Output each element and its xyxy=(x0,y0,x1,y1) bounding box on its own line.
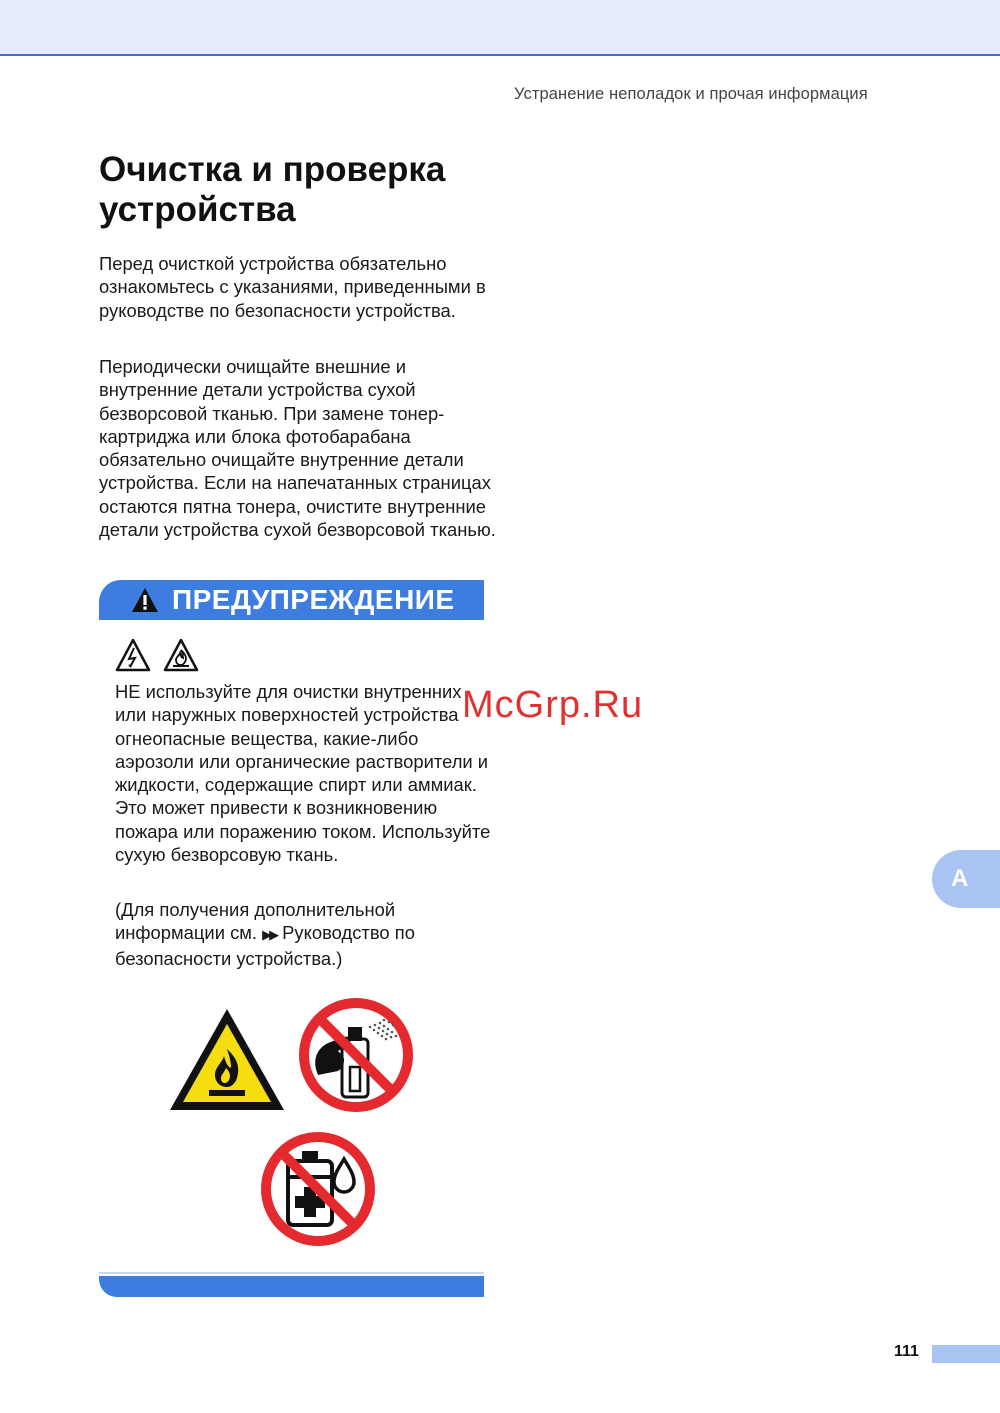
intro-paragraph: Перед очисткой устройства обязательно ознакомьтесь с указаниями, приведенными в руководстве по безопасности устройства. xyxy=(99,253,486,321)
page-number: 111 xyxy=(894,1343,919,1360)
no-spray-icon xyxy=(298,997,414,1113)
appendix-tab-label: A xyxy=(951,865,969,892)
top-header-band xyxy=(0,0,1000,56)
double-arrow-icon: ▶▶ xyxy=(262,927,277,943)
page-number-bar xyxy=(932,1345,1000,1363)
appendix-tab xyxy=(932,850,1000,908)
watermark: McGrp.Ru xyxy=(462,684,644,726)
warning-label: ПРЕДУПРЕЖДЕНИЕ xyxy=(172,584,455,615)
running-header: Устранение неполадок и прочая информация xyxy=(514,85,868,103)
fire-hazard-warning-icon xyxy=(163,638,199,672)
fire-warning-icon xyxy=(167,1006,287,1113)
cleaning-paragraph: Периодически очищайте внешние и внутренние детали устройства сухой безворсовой тканью. При замене тонер-картриджа или блока фотобарабана обязательно очищайте внутренние детали устройства. Если на напечатанных страницах остаются пятна тонера, очистите внутренние детали устройства сухой безворсовой тканью. xyxy=(99,356,496,541)
warning-end-line xyxy=(99,1272,484,1274)
section-title: Очистка и проверка устройства xyxy=(99,150,446,229)
no-flammable-liquid-icon xyxy=(260,1131,376,1247)
warning-triangle-icon xyxy=(131,587,159,613)
warning-text: НЕ используйте для очистки внутренних или наружных поверхностей устройства огнеопасные вещества, какие-либо аэрозоли или органические растворители и жидкости, содержащие спирт или аммиак. Это может привести к возникновению пожара или поражению током. Используйте сухую безворсовую ткань. xyxy=(115,681,491,866)
warning-small-icons xyxy=(115,638,199,672)
reference-prefix: (Для получения дополнительной информации см. xyxy=(115,899,396,944)
electric-shock-warning-icon xyxy=(115,638,151,672)
reference-suffix: Руководство по безопасности устройства.) xyxy=(115,922,415,969)
warning-banner xyxy=(99,580,484,620)
warning-reference xyxy=(115,898,495,970)
warning-end-bar xyxy=(99,1276,484,1297)
